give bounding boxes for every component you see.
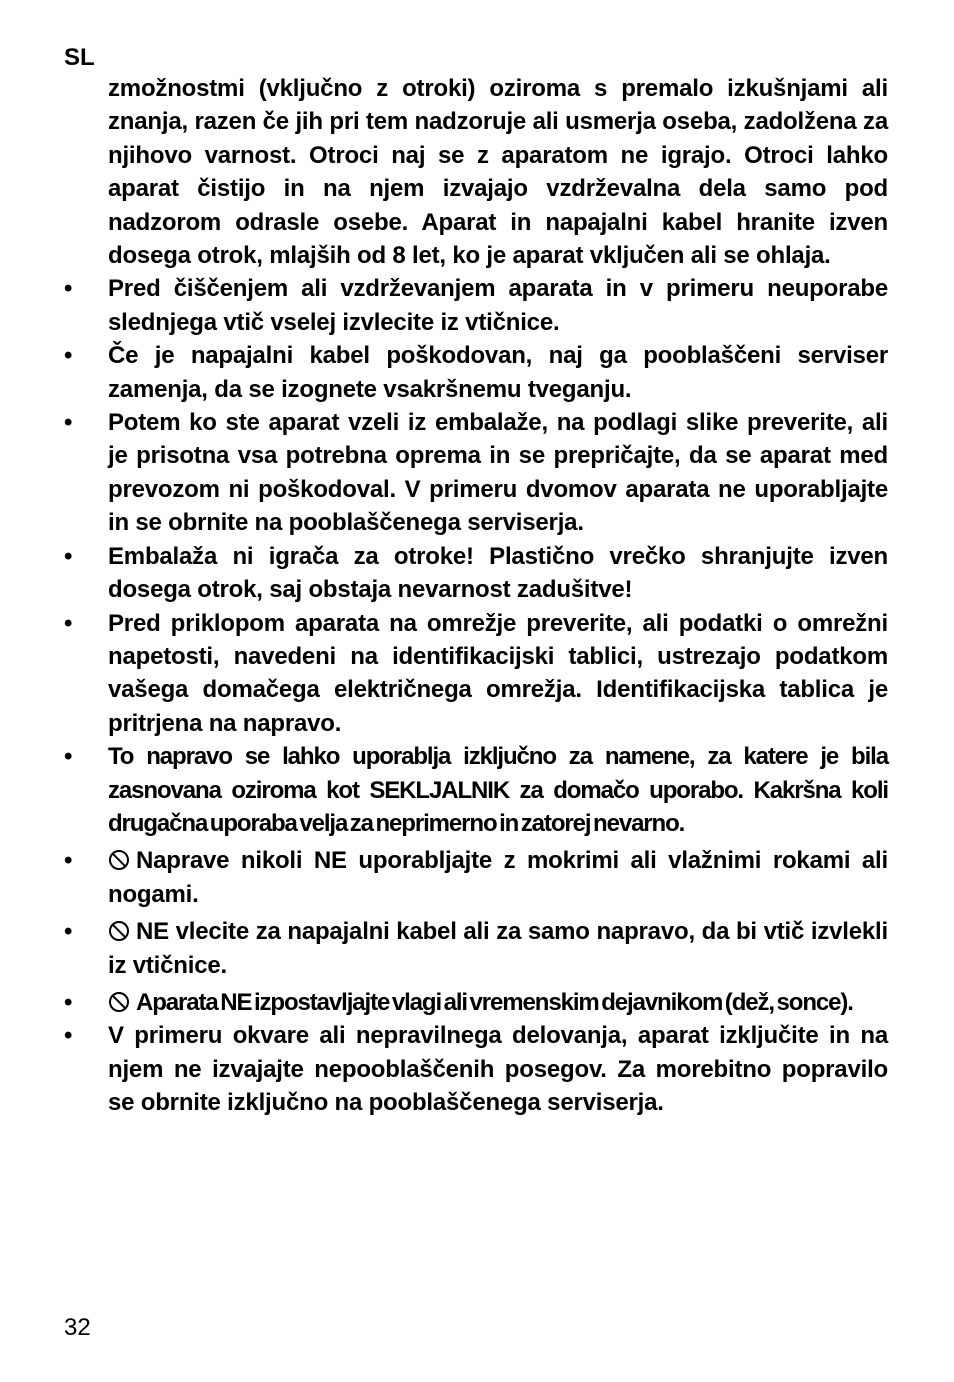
- list-item-text: Pred priklopom aparata na omrežje preverite, ali podatki o omrežni napetosti, navedeni na identifikacijski tablici, ustrezajo podatkom vašega domačega električnega omrežja. Identifikacijska tablica je pritrjena na napravo.: [108, 609, 888, 737]
- list-item-text: Naprave nikoli NE uporabljajte z mokrimi ali vlažnimi rokami ali nogami.: [108, 847, 888, 908]
- language-code: SL: [64, 44, 95, 71]
- bullet: •: [64, 1022, 73, 1050]
- bullet: •: [64, 542, 73, 570]
- prohibition-icon: [108, 991, 130, 1013]
- bullet: •: [64, 988, 72, 1016]
- bullet: •: [64, 342, 73, 370]
- list-item: [64, 406, 888, 540]
- list-item-text: Če je napajalni kabel poškodovan, naj ga pooblaščeni serviser zamenja, da se izognete vsakršnemu tveganju.: [108, 342, 888, 403]
- list-item-text: Embalaža ni igrača za otroke! Plastično vrečko shranjujte izven dosega otrok, saj obstaja nevarnost zadušitve!: [108, 542, 888, 604]
- page-number: 32: [64, 1314, 91, 1341]
- list-item-text: Aparata NE izpostavljajte vlagi ali vremenskim dejavnikom (dež, sonce).: [136, 988, 853, 1016]
- list-item: [64, 986, 888, 1019]
- bullet: •: [64, 275, 73, 303]
- list-item-text: V primeru okvare ali nepravilnega delovanja, aparat izključite in na njem ne izvajajte nepooblaščenih posegov. Za morebitno popravilo se obrnite izključno na pooblaščenega serviserja.: [108, 1022, 888, 1117]
- list-item: [64, 272, 888, 339]
- bullet: •: [64, 847, 73, 875]
- prohibition-icon: [108, 920, 130, 942]
- list-item: [64, 844, 888, 911]
- list-item-text: Potem ko ste aparat vzeli iz embalaže, na podlagi slike preverite, ali je prisotna vsa potrebna oprema in se prepričajte, da se aparat med prevozom ni poškodoval. V primeru dvomov aparata ne uporabljajte in se obrnite na pooblaščenega serviserja.: [108, 409, 888, 537]
- list-item-text: Pred čiščenjem ali vzdrževanjem aparata in v primeru neuporabe slednjega vtič vselej izvlecite iz vtičnice.: [108, 275, 888, 336]
- bullet: •: [64, 409, 73, 437]
- intro-paragraph: zmožnostmi (vključno z otroki) oziroma s premalo izkušnjami ali znanja, razen če jih pri tem nadzoruje ali usmerja oseba, zadolžena za njihovo varnost. Otroci naj se z aparatom ne igrajo. Otroci lahko aparat čistijo in na njem izvajajo vzdrževalna dela samo pod nadzorom odrasle osebe. Aparat in napajalni kabel hranite izven dosega otrok, mlajših od 8 let, ko je aparat vključen ali se ohlaja.: [108, 75, 888, 270]
- list-item: [64, 607, 888, 741]
- list-item: [64, 339, 888, 406]
- prohibition-icon: [108, 849, 130, 871]
- list-item: [64, 1019, 888, 1119]
- document-body: [64, 72, 888, 1120]
- list-item-text: NE vlecite za napajalni kabel ali za samo napravo, da bi vtič izvlekli iz vtičnice.: [108, 918, 888, 979]
- bullet: •: [64, 743, 72, 771]
- list-item: [64, 915, 888, 982]
- list-item: [64, 740, 888, 840]
- bullet: •: [64, 918, 73, 946]
- list-item: [64, 540, 888, 607]
- list-item-text: To napravo se lahko uporablja izključno za namene, za katere je bila zasnovana oziroma kot SEKLJALNIK za domačo uporabo. Kakršna koli drugačna uporaba velja za neprimerno in zatorej nevarno.: [108, 743, 888, 837]
- bullet: •: [64, 609, 73, 637]
